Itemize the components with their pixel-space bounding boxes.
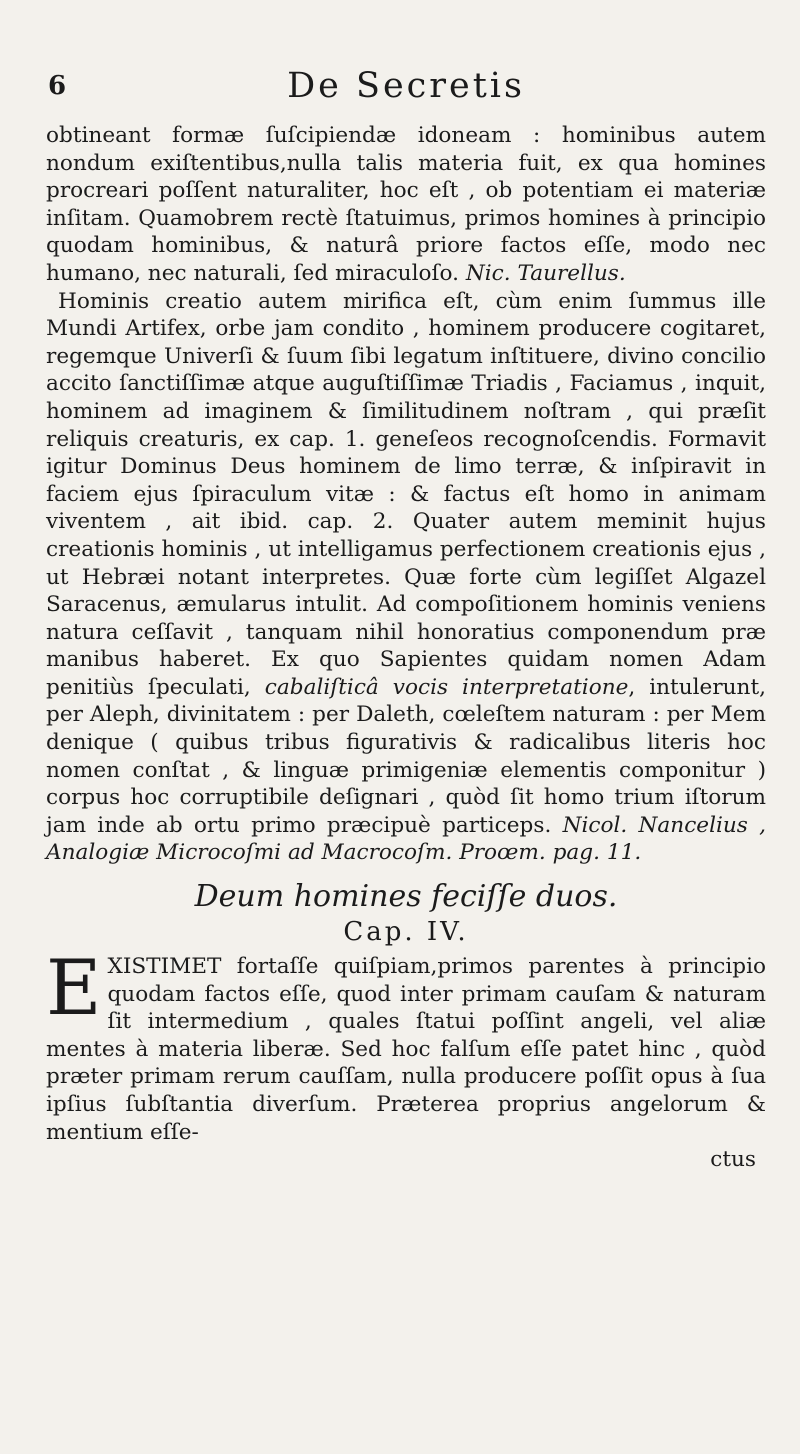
paragraph-text: Hominis creatio autem mirifica eſt, cùm enim ſummus ille Mundi Artifex, orbe jam condito , hominem producere cogitaret, regemque Univerſi & ſuum ſibi legatum inſtituere, divino concilio accito ſanctiſſimæ atque auguſtiſſimæ Triadis , Faciamus , inquit, hominem ad imaginem & ſimilitudinem noſtram , qui præſit reliquis creaturis, ex cap. 1. geneſeos recognoſcendis. Formavit igitur Dominus Deus hominem de limo terræ, & inſpiravit in faciem ejus ſpiraculum vitæ : & factus eſt homo in animam viventem , ait ibid. cap. 2. Quater autem meminit hujus creationis hominis , ut intelligamus perfectionem creationis ejus , ut Hebræi notant interpretes. Quæ forte cùm legiſſet Algazel Saracenus, æmularus intulit. Ad compoſitionem hominis veniens natura ceſſavit , tanquam nihil honoratius componendum præ manibus haberet. Ex quo Sapientes quidam nomen Adam penitiùs ſpeculati, <box>46 288 766 700</box>
paragraph-text: obtineant formæ ſuſcipiendæ idoneam : hominibus autem nondum exiſtentibus,nulla talis materia fuit, ex qua homines procreari poſſent naturaliter, hoc eſt , ob potentiam ei materiæ inſitam. Quamobrem rectè ſtatuimus, primos homines à principio quodam hominibus, & naturâ priore factos eſſe, modo nec humano, nec naturali, ſed miraculoſo. <box>46 123 766 286</box>
chapter-number: Cap. IV. <box>343 917 469 948</box>
running-header <box>46 60 766 112</box>
paragraph <box>46 943 766 1146</box>
citation: Nicol. Nancelius , Analogiæ Microcoſmi ad Macrocoſm. Proœm. pag. 11. <box>46 812 767 866</box>
italic-phrase: cabaliſticâ vocis interpretatione <box>264 674 629 700</box>
page-number: 6 <box>48 71 70 101</box>
citation: Nic. Taurellus. <box>465 260 626 286</box>
paragraph <box>46 122 766 288</box>
small-caps-opening: XISTIMET <box>107 954 222 980</box>
catchword: ctus <box>710 1147 756 1173</box>
paragraph-text: fortaſſe quiſpiam,primos parentes à principio quodam factos eſſe, quod inter primam cauſam & naturam ſit intermedium , quales ſtatui poſſint angeli, vel aliæ mentes à materia liberæ. Sed hoc falſum eſſe patet hinc , quòd præter primam rerum cauſſam, nulla producere poſſit opus à ſua ipſius ſubſtantia diverſum. Præterea proprius angelorum & mentium eſſe- <box>46 954 766 1145</box>
paragraph <box>46 288 766 867</box>
body-text <box>46 122 766 1174</box>
drop-cap: E <box>46 943 102 1033</box>
running-title: De Secretis <box>287 66 525 106</box>
chapter-title: Deum homines feciſſe duos. <box>194 879 618 915</box>
paragraph-text: , intulerunt, per Aleph, divinitatem : per Daleth, cœleſtem naturam : per Mem denique ( quibus tribus figurativis & radicalibus literis hoc nomen conſtat , & linguæ primigeniæ elementis componitur ) corpus hoc corruptibile deſignari , quòd ſit homo trium iſtorum jam inde ab ortu primo præcipuè particeps. <box>46 674 766 838</box>
